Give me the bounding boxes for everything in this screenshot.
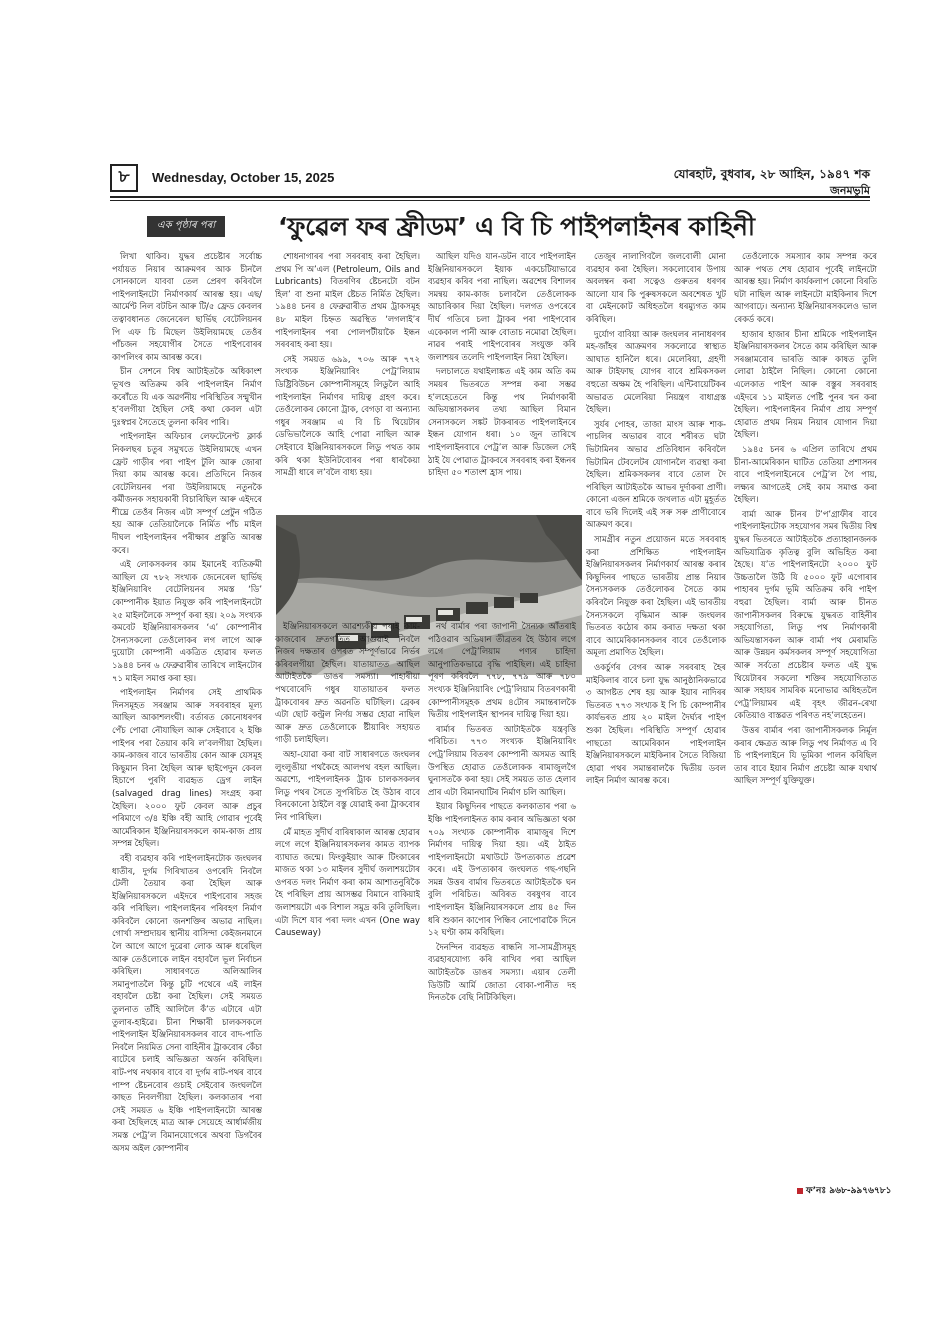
paragraph: ওকৰ্চুৰ্ণৰ বেগৰ আৰু সৰবৰাহ হৈৰ মাইকিলাৰ বাবে চলা যুদ্ধ আনুষ্ঠানিকভাৱে ৩ আগষ্টত শেষ হয় আৰু ইয়াৰ নাদিৰৰ ভিতৰত ৭৭৩ সংখ্যক ই পি চি কোম্পানীৰ কাৰ্যভৰত প্ৰায় ২০ মাইল দৈৰ্ঘ্যৰ পাইপ শুকা হৈছিল। পৰিস্থিতি সম্পূৰ্ণ হোৱাৰ পাছতো আমেৰিকান পাইপলাইন ইঞ্জিনিয়াৰসকলে মাইকিনাৰ সৈতে বিজিয়া হোৱা পথৰ সমান্তৰালকৈ দ্বিতীয় ডবল লাইন নিৰ্মাণ আৰম্ভ কৰে।	[586, 662, 726, 786]
bullet-square-icon	[797, 1188, 803, 1194]
paragraph: এই লোকসকলৰ কাম ইমানেই ব্যতিক্ৰমী আছিল যে ৭৮২ সংখ্যক জেনেৰেল ছাৰ্ভিছ ইঞ্জিনিয়াৰিং বেটেলিয়নৰ সমস্ত ‘ডি’ কোম্পানীক ইয়াত নিযুক্ত কৰি পাইপলাইনটো ২৫ মাইললৈকে সম্পূৰ্ণ কৰা হয়। ২০৯ সংখ্যক কমবেট ইঞ্জিনিয়াৰসকলৰ ‘এ’ কোম্পানীৰ সৈন্যসকলো তেওঁলোকৰ লগ লাগে আৰু দুয়োটা কোম্পানী একত্ৰিত হোৱাৰ ফলত ১৯৪৪ চনৰ ৬ ফেব্ৰুৱাৰীৰ তাৰিখে লাইনটোৰ ৭১ মাইল সমাপ্ত কৰা হয়।	[112, 559, 262, 683]
paragraph: দৈনন্দিন ব্যৱহৃত ৰান্ধনি সা-সামগ্ৰীসমূহ ব্যৱহাৰযোগ্য কৰি ৰাখিব পৰা আছিল আটাইতকৈ ডাঙৰ সমস্যা। এয়াৰ তেলী ডিউটি আৰ্মি জোতা বোকা-পানীত দহ দিনতকৈ বেছি নিটিকিছিল।	[428, 941, 576, 1003]
paragraph: বাৰ্মা আৰু চীনৰ ট’প’গ্ৰাফীৰ বাবে পাইপলাইনটোক সহযোগৰ সমৰ দ্বিতীয় বিশ্ব যুদ্ধৰ ভিতৰতে আটাইতকৈ প্ৰত্যাহ্বানজনক অভিযাত্ৰিক কৃতিত্ব বুলি অভিহিত কৰা হৈছে। য’ত পাইপলাইনটো ২০০০ ফুট উচ্চতালৈ উঠি যি ৫০০০ ফুট এগোৰাৰ পাহাৰৰ দুৰ্গম ভূমি অতিক্ৰম কৰি পাইপ বহুৱা হৈছিল। বাৰ্মা আৰু চীনত জাপানীসকলৰ বিৰুদ্ধে যুদ্ধৰত বাহিনীৰ সহযোগিতা, লিডু পথ নিৰ্মাণকাৰী অভিযন্তাসকল আৰু বাৰ্মা পথ মেৰামতি আৰু উন্নয়ন কৰ্মসকলৰ সম্পূৰ্ণ সহযোগিতা আৰু সৰ্বতো প্ৰচেষ্টাৰ ফলত এই যুদ্ধ থিয়েটাৰৰ সকলো শক্তিৰ সহযোগিতাত আৰু সহায়ৰ সামৰিক মনোভাৱ অধিহতলৈ পেট্ৰ’লিয়ামৰ এই বৃহৎ জীৱন-ৰেখা কেতিয়াও বাস্তৱত পৰিণত নহ’লহেতেন।	[734, 508, 877, 721]
article-column-1	[112, 250, 262, 1190]
paragraph: চীন সেশনে বিশ্ব আটাইতকৈ অধিকাংশ ভূখণ্ড অতিক্ৰম কৰি পাইপলাইন নিৰ্মাণ কৰোঁতে যি এক অৱৰ্ণনীয় পৰিস্থিতিৰ সন্মুখীন হ’বলগীয়া হৈছিল সেই কথা কেবল এটা দুঃস্বপ্নৰ সৈতেহে তুলনা কৰিব পাৰি।	[112, 366, 262, 427]
paragraph: উত্তৰ বাৰ্মাৰ পৰা জাপানীসকলক নিৰ্মূল কৰাৰ ক্ষেত্ৰত আৰু লিডু পথ নিৰ্মাণত এ বি চি পাইপলাইনে যি ভূমিকা পালন কৰিছিল তাৰ বাবে ইয়াৰ নিৰ্মাণ প্ৰচেষ্টা আৰু যথাৰ্থ আছিল সম্পূৰ্ণ যুক্তিযুক্ত।	[734, 724, 877, 786]
header-rule-thin	[110, 200, 870, 201]
contact-phone: ফ’নঃ ৯৬৮-৯৯৭৬৭৮১	[806, 1186, 892, 1196]
paragraph: নৰ্থ বাৰ্মাৰ পৰা জাপানী সৈন্যক আঁতৰাই পঠিওৱাৰ অভিযান তীব্ৰতৰ হৈ উঠাৰ লগে লগে পেট্ৰ’লিয়াম পণ্যৰ চাহিদা আনুপাতিকভাৱে বৃদ্ধি পাইছিল। এই চাহিদা পূৰণ কৰিবলৈ ৭৭৮, ৭৭৯ আৰু ৭৮০ সংখ্যক ইঞ্জিনিয়াৰিং পেট্ৰ’লিয়াম বিতৰণকাৰী কোম্পানীসমূহক প্ৰথম ৪টোৰ সমান্তৰালকৈ দ্বিতীয় পাইপলাইন স্থাপনৰ দায়িত্ব দিয়া হয়।	[428, 621, 576, 720]
article-column-2-top	[275, 250, 420, 520]
page-number: ৮	[110, 164, 138, 192]
paragraph: পাইপলাইন অফিচাৰ লেফটেনেণ্ট ক্লাৰ্ক নিকলছৰ চতুৰ সমুখতে উইলিয়ামছে এখন ফ্ৰেট গাড়ীৰ পৰা পাইপ টুলি আৰু জোৰা দিয়া কাম আৰম্ভ কৰে। প্ৰতিদিনে নিজৰ বেটেলিয়নৰ পৰা উইলিয়ামছে নতুনকৈ কৰ্মীজনক সহায়কাৰী বিচাৰিছিল আৰু এইদৰে শীঘ্ৰে তেওঁৰ নিজৰ এটা সম্পূৰ্ণ প্ৰেটুন গঠিত হয় আৰু তেতিয়ালৈকে নিৰ্মিত পাঁচ মাইল দীঘল পাইপলাইনৰ পৰীক্ষাৰ প্ৰস্তুতি আৰম্ভ কৰে।	[112, 431, 262, 555]
paragraph: সেই সময়ত ৬৯৯, ৭০৬ আৰু ৭৭২ সংখ্যক ইঞ্জিনিয়াৰিং পেট্ৰ’লিয়াম ডিষ্ট্ৰিবিউচন কোম্পানীসমূহে লিডুলৈ আহি পাইপলাইন নিৰ্মাণৰ দায়িত্ব গ্ৰহণ কৰে। তেওঁলোকৰ কোনো ট্ৰাক, বেগড়া বা অন্যান্য গধুৰ সৰঞ্জাম এ বি চি থিয়েটাৰ ডেভিভালৈকে আহি পোৱা নাছিল আৰু সেইবাবে ইঞ্জিনিয়াৰসকলে লিডু পথত কাম কৰি থকা ইউনিটবোৰৰ পৰা ধাৰকৈয়া সামগ্ৰী ধাৰে ল’বলৈ বাধ্য হয়।	[275, 353, 420, 478]
masthead-logo: জনমভূমি	[830, 184, 870, 197]
article-column-4	[586, 250, 726, 1190]
paragraph: পাইপলাইন নিৰ্মাণৰ সেই প্ৰাথমিক দিনসমূহত সৰঞ্জাম আৰু সৰবৰাহৰ মূল্য আছিল আকাশলংঘী। বৰ্তাৰত কোনোধৰণৰ পেঁচ পোৱা নৌযাছিল আৰু সেইবাবে ২ ইঞ্চি পাইপৰ পৰা তৈয়াৰ কৰি ল’বলগীয়া হৈছিল। কাম-কাজৰ বাবে ভাৰতীয় কোন আৰু যেসমূহ কিছুমান বিনা হৈছিল আৰু ছাইপেদুন কেবল হিচাপে পুৰণি ব্যৱহৃত ড্ৰেগ লাইন (salvaged drag lines) সংগ্ৰহ কৰা হৈছিল। ২০০০ ফুট কেবল আৰু প্ৰচুৰ পৰিমাণে ৩/৪ ইঞ্চি বহী আহি গোৱাৰ পূৰ্বেই আৰ্মেৰিকান ইঞ্জিনিয়াৰসকলে কাম-কাজ প্ৰায় সম্পন্ন হৈছিল।	[112, 687, 262, 849]
paragraph: সামগ্ৰীৰ নতুন প্ৰয়োজন মতে সৰবৰাহ কৰা প্ৰশিক্ষিত পাইপলাইন ইঞ্জিনিয়াৰসকলৰ নিৰ্মাণকাৰ্য আৰম্ভ কৰাৰ কিছুদিনৰ পাছতে ভাৰতীয় প্ৰান্ত নিয়াৰ সৈন্যসকলক তেওঁলোকৰ সৈতে কাম কৰিবলৈ নিযুক্ত কৰা হৈছিল। এই ভাৰতীয় সৈন্যসকলে বৃদ্ধিমান আৰু জংঘলৰ ভিতৰত কঠোৰ কাম কৰাত দক্ষতা থকা বাবে আমেৰিকানসকলৰ বাবে তেওঁলোক অমূল্য প্ৰমাণিত হৈছিল।	[586, 534, 726, 658]
header-rule	[110, 196, 870, 198]
paragraph: আছিল যদিও যান-ডটন বাবে পাইপলাইন ইঞ্জিনিয়াৰসকলে ইয়াক একচেটিয়াভাৱে ব্যৱহাৰ কৰিব পৰা নাছিল। অৱশেষ বিশালৰ সমন্বয় কাম-কাজ চলাবলৈ তেওঁলোকক আচাৰিকাৰ দিয়া হৈছিল। দলগত ওপৰেৰে দীৰ্ঘ গতিৰে চলা ট্ৰাকৰ পৰা পাইপবোৰ একেকাল পানী আৰু বোতাচ নমোৱা হৈছিল। নাৱৰ পৰাই পাইপবোৰৰ সংযুক্ত কৰি জলাশয়ৰ তলেদি পাইপলাইন নিয়া হৈছিল।	[428, 251, 576, 362]
page-header	[110, 162, 870, 196]
paragraph: হাজাৰ হাজাৰ চীনা শ্ৰমিকে পাইপলাইন ইঞ্জিনিয়াৰসকলৰ সৈতে কাম কৰিছিল আৰু সৰঞ্জামবোৰ ভাৰতি আৰু কাষত তুলি লোৱা ঠাইলৈ নিছিল। কোনো কোনো এলেকাত পাইপ আৰু বস্তুৰ সৰবৰাহ এইদৰে ১১ মাইলত পেষ্টি পুনৰ খন কৰা হৈছিল। পাইপলাইনৰ নিৰ্মাণ প্ৰায় সম্পূৰ্ণ হোৱাত প্ৰথম নিয়ম নিয়াৰ যোগান দিয়া হৈছিল।	[734, 328, 877, 440]
date-assamese: যোৰহাট, বুধবাৰ, ২৮ আহিন, ১৯৪৭ শক	[673, 167, 870, 181]
paragraph: তেওঁলোকে সমস্যাৰ কাম সম্পন্ন কৰে আৰু পথত শেষ হোৱাৰ পূৰ্বেই লাইনটো আৰম্ভ হয়। নিৰ্মাণ কাৰ্যকলাপ কোনো বিৰতি ঘটা নাছিল আৰু লাইনটো মাইকিনাৰ দিশে আগবাঢ়ে। অন্যান্য ইঞ্জিনিয়াৰসকলেও ভাল ৰেকৰ্ড কৰে।	[734, 251, 877, 324]
paragraph: শোধনাগাৰৰ পৰা সৰবৰাহ কৰা হৈছিল। প্ৰথম পি অ’এল (Petroleum, Oils and Lubricants) বিতৰণিৰ ষ্টেচনটো বটন হিল’ বা শুনা মাইল ষ্টেচত নিৰ্মিত হৈছিল। ১৯৪৪ চনৰ ৪ ফেব্ৰুৱাৰীত প্ৰথম ট্ৰাকসমূহ ৪৮ মাইল চিহ্নত অৱস্থিত ‘লগলাই’ৰ পাইপলাইনৰ পৰা পোলপটীয়াকৈ ইন্ধন সৰবৰাহ কৰা হয়।	[275, 251, 420, 350]
paragraph: দুৰ্যোগ বাবিয়া আৰু জংঘলৰ নানাধৰণৰ মহ-জাঁহৰ আক্ৰমণৰ সকলোৱে স্বাস্থ্যত আঘাত হানিলৈ ধৰে। মেলেৰিয়া, গ্ৰহণী আৰু টাইফাছ যোগৰ বাবে শ্ৰমিকসকল বহুতো অক্ষম হৈ পৰিছিল। এন্টিবায়েটিকৰ অভাৱত মেলেৰিয়া নিয়ন্ত্ৰণ বাধাগ্ৰস্ত হৈছিল।	[586, 328, 726, 415]
article-column-5	[734, 250, 877, 1190]
paragraph: ১৯৪৫ চনৰ ৬ এপ্ৰিল তাৰিখে প্ৰথম চীনা-আমেৰিকান ঘাটিত তেতিয়া প্ৰশাসনৰ বাবে পাইপলাইনেৰে পেট্ৰ’ল গৈ পায়, লক্ষ্যৰ আগতেই সেই কাম সমাপ্ত কৰা হৈছিল।	[734, 443, 877, 505]
article-column-3-bottom	[428, 620, 576, 1190]
paragraph: দলচালতে যথাইলাঙ্কত এই কাম অতি কম সময়ৰ ভিতৰতে সম্পন্ন কৰা সম্ভৱ হ’লহেতেনে কিন্তু পথ নিৰ্মাণকাৰী অভিযন্তাসকলৰ তথ্য আছিল বিমান সেনাসকলে সঙ্কট টাকৰাৰত পাইপলাইনৰে ইন্ধন যোগান ধৰা। ১০ জুন তাৰিখে পাইপলাইনবাৰে পেট্ৰ’ল আৰু ডিজেল সেই ঠাই যৈ পোৱাত ট্ৰাকবৰে সৰবৰাহ কৰা ইন্ধনৰ চাহিদা ৫০ শতাংশ হ্ৰাস পায়।	[428, 366, 576, 478]
date-english: Wednesday, October 15, 2025	[152, 170, 335, 185]
article-column-3-top	[428, 250, 576, 520]
paragraph: লিখা থাকিব। যুদ্ধৰ প্ৰচেষ্টাৰ সৰ্বোচ্চ পৰ্যায়ত নিয়াৰ আক্ৰমণৰ আক চীনলৈ সোনকালে যাববা তেল প্ৰেৰণ কৰিবলৈ পাইপলাইনটো নিৰ্মাণকাৰ্য আৰম্ভ হয়। এছ/আৰ্মেণ্ট নিল বটচিন আৰু টি/৫ ফ্ৰেড কেবলৰ তত্বাবধানত জেনেৰেল ছাৰ্ভিছ বেটেলিয়নৰ পি এফ চি মিছেল উইলিয়ামছে তেওঁৰ পাঁচজন সহযোগীৰ সৈতে পাইপবোৰৰ কাপলিংৰ কাম আৰম্ভ কৰে।	[112, 251, 262, 362]
article-headline: ‘ফুৱেল ফৰ ফ্ৰীডম’ এ বি চি পাইপলাইনৰ কাহিনী	[278, 212, 755, 241]
paragraph: অহা-যোৱা কৰা বাট সাধাৰণতে জংঘলৰ লুংলুঙীয়া পথকৈহে আলপথ বহল আছিল। অৱশ্যে, পাইপলাইনক ট্ৰাক চালকসকলৰ লিডু পথৰ সৈতে সুপৰিচিত হৈ উঠাৰ বাবে বিনকোনো ঠাইলৈ বস্তু যোৱাই কৰা ট্ৰাকবোৰ নিব পাৰিছিল।	[275, 748, 420, 822]
kicker-label: এক পৃষ্ঠাৰ পৰা	[147, 216, 225, 237]
paragraph: ইয়াৰ কিছুদিনৰ পাছতে কলকাতাৰ পৰা ৬ ইঞ্চি পাইপলাইনত কাম কৰাৰ অভিজ্ঞতা থকা ৭০৯ সংখ্যক কোম্পানীক ৰামাজুৰ দিশে নিৰ্মাণৰ দায়িত্ব দিয়া হয়। এই ঠাইত পাইপলাইনটো মথাউটে উপত্যকাত প্ৰৱেশ কৰে। এই উপত্যকাৰ জংঘলত গছ-গছনি সমন্ন উত্তৰ বাৰ্মাৰ ভিতৰতে আটাইতকৈ ঘন বুলি পৰিচিত। অবিৰত বৰষুণৰ বাবে পাইপলাইন ইঞ্জিনিয়াৰসকলে প্ৰায় ৪৫ দিন ধৰি শুকান কাপোৰ পিন্ধিব নোপোৱাকৈ দিনে ১২ ঘণ্টা কাম কৰিছিল।	[428, 801, 576, 938]
contact-line	[797, 1183, 891, 1198]
paragraph: মেঁ মাহত সুদীৰ্ঘ বাৰিষাকাল আৰম্ভ হোৱাৰ লগে লগে ইঞ্জিনিয়াৰসকলৰ কামত ব্যাপক ব্যাঘাত জন্মে। ফিংকুইয়াং আৰু টিংকাৰেৰ মাজত থকা ১৩ মাইলৰ সুদীৰ্ঘ জলাশয়টোৰ ওপৰত দলং নিৰ্মাণ কৰা কাম আশাতনুৰিকৈ হৈ পৰিছিল প্ৰায় আসম্ভৱ বিমানে বাকিয়াই জলাশয়টো এক বিশাল সমুদ্ৰ কৰি তুলিছিল। এটা দিশে যাব পৰা দলং এখন (One way Causeway)	[275, 826, 420, 938]
paragraph: বহী ব্যৱহাৰ কৰি পাইপলাইনটোক জংঘলৰ ধাতীৰ, দুৰ্গম গিৰিখাতৰ ওপৰেদি নিবলৈ টেলী তৈয়াৰ কৰা হৈছিল আৰু ইঞ্জিনিয়াৰসকলে এইদৰে পাইপবোৰ সহজ কৰি পৰিছিল। পাইপলাইনৰ পৰিবহণ নিৰ্মাণ কৰিবলৈ কোনো জনশক্তিৰ অভাৱ নাছিল। গোৰ্খা সম্প্ৰদায়ৰ স্থানীয় বাসিন্দা কেইজনমানে লৈ আগে আগে দুৱেৰা লোক আৰু ধৰেছিল আৰু তেওঁলোকে লাইন বহাবলৈ ভূল নিৰ্বাচন কৰিছিল। সাধাৰণতে অলিআলিৰ সমানুপাতলৈ কিন্তু চুটি পথেৰে এই লাইন বহাবলৈ চেষ্টা কৰা হৈছিল। সেই সময়ত তুলনাত তাঁহি আলিলৈ কঁ’ত এটাৰে এটা তুলাৰ-হাইৱে। চীনা শিক্ষাৰী চালকসকলে পাইপলাইন ইঞ্জিনিয়াৰসকলৰ বাবে বাদ-পাতি নিবলৈ নিয়মিত সেনা বাহিনীৰ ট্ৰাকবোৰ কেঁচা ৰাটেৰে চলাই অভিজ্ঞতা অৰ্জন কৰিছিল। ৰাট-পথ নথকাৰ বাবে বা দুৰ্গম ৰাট-পথৰ বাবে পাম্প ষ্টেচনবোৰ গুচাই সেইবোৰ জংঘললৈ কাছত নিবলগীয়া হৈছিল। কলকাতাৰ পৰা সেই সময়ত ৬ ইঞ্চি পাইপলাইনটো আৰম্ভ কৰা হৈছিলহে মাত্ৰ আৰু সেয়েহে আৰ্ধাৰ্মজীয় সমস্ত পেট্ৰ’ল বিমানযোগেৰে অথবা ডিগবৈৰ অসম অইল কোম্পানীৰ	[112, 852, 262, 1153]
paragraph: ইঞ্জিনিয়াৰসকলে আৱশ্যকীয় পৰাই কাম-কাজবোৰ দ্ৰুতগতিত আগুৱাই নিবলৈ নিজৰ দক্ষতাৰ ওপৰত সম্পূৰ্ণভাৱে নিৰ্ভৰ কৰিবলগীয়া হৈছিল। যাতায়াতত আছিল আটাইতকৈ ডাঙৰ সমস্যা। পাহাৰীয়া পথবোৰেদি গধুৰ যাতায়াতৰ ফলত ট্ৰাকবোৰৰ দ্ৰুত অৱনতি ঘটিছিল। ব্ৰেকৰ এটা ছোট কন্ট্ৰল নিৰ্ণয় সম্ভৱ হোৱা নাছিল আৰু দ্ৰুত তেওঁলোকে ষ্টীয়াৰিং সহায়ত গাড়ী চলাইছিল।	[275, 621, 420, 745]
paragraph: ৰাৰ্মাৰ ভিতৰত আটাইতকৈ যন্ত্ৰবৃত্তি পৰিচিত। ৭৭৩ সংখ্যক ইঞ্জিনিয়াৰিং পেট্ৰ’লিয়াম বিতৰণ কোম্পানী অসমত আহি উপস্থিত হোৱাত তেওঁলোকক ৰামাজুলগৈ ঘুনাসতকৈ কৰা হয়। সেই সময়ত তাত হেলাব প্ৰাৰ এটা বিমানঘাটিৰ নিৰ্মাণ চলি আছিল।	[428, 723, 576, 797]
paragraph: তেজুৰ নালাগিবলৈ জলবোলী মোনা ব্যৱহাৰ কৰা হৈছিল। সকলোবোৰ উপায় অবলম্বন কৰা সত্বেও গুৰুতৰ ধৰণৰ আলো যাৰ কি পুৰুষসকলে অবশেষত খুট বা মেইনকোট অধিহতলৈ ধৰম্যুগত কাম কৰিছিল।	[586, 251, 726, 324]
article-column-2-bottom	[275, 620, 420, 1190]
paragraph: সুৰ্যৰ পোহৰ, তাজা মাংস আৰু শাক-পাচলিৰ অভাৱৰ বাবে শৰীৰত ঘটা ভিটামিনৰ অভাৱ প্ৰতিবিধান কৰিবলৈ ভিটামিন টেবলেটৰ যোগানলৈ ব্যৱস্থা কৰা হৈছিল। শ্ৰমিকসকলৰ বাবে তোল দৈ পৰিছিল আটাইতকৈ আভৰ দুৰ্দাকৰা প্ৰাণী। কোনো এজন শ্ৰমিকে জখলাত এটা মুহূৰ্তত বাবে ভৰি দিলেই এই সৰু সৰু প্ৰাণীবোৰে আক্ৰমণ কৰে।	[586, 418, 726, 530]
